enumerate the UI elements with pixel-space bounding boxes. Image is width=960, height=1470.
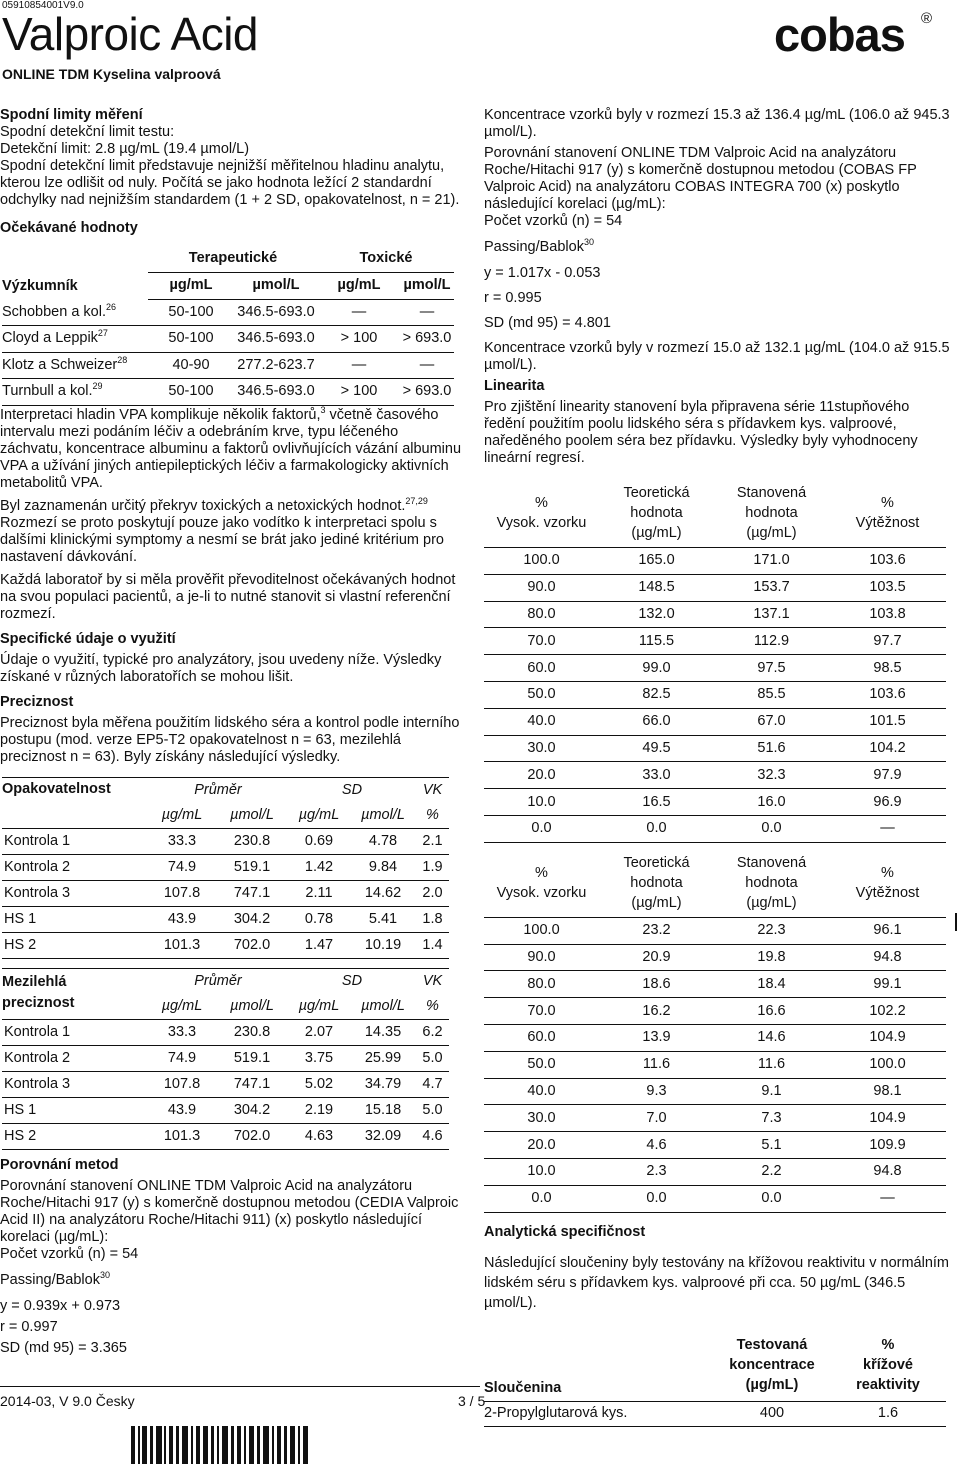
value-cell: 90.0 <box>484 574 599 601</box>
table-row <box>2 828 449 854</box>
method-sd: SD (md 95) = 3.365 <box>0 1339 127 1356</box>
unit-umol: µmol/L <box>216 803 288 829</box>
table-row <box>2 1071 449 1097</box>
table-row <box>484 601 946 628</box>
col-theoretical: Teoretická hodnota (µg/mL) <box>599 479 714 548</box>
col-sd: SD <box>288 777 416 803</box>
value-cell: 2.3 <box>599 1158 714 1185</box>
col-pct-sample: % Vysok. vzorku <box>484 849 599 918</box>
value-cell: 148.5 <box>599 574 714 601</box>
value-cell: 40-90 <box>148 352 234 379</box>
value-cell: 51.6 <box>714 735 829 762</box>
researcher-name: Schobben a kol.$^{26}$ <box>2 299 148 326</box>
value-cell: 16.5 <box>599 789 714 816</box>
value-cell: 82.5 <box>599 681 714 708</box>
range1-text: Koncentrace vzorků byly v rozmezí 15.3 až 136.4 µg/mL (106.0 až 945.3 µmol/L). <box>484 107 950 140</box>
table-row <box>484 789 946 816</box>
table-row <box>2 906 449 932</box>
value-cell: 1.4 <box>416 932 449 958</box>
col-researcher: Výzkumník <box>2 278 78 294</box>
table-row <box>2 1045 449 1071</box>
col-vk: VK <box>416 777 449 803</box>
value-cell: 99.0 <box>599 655 714 682</box>
value-cell: 2.11 <box>288 880 350 906</box>
value-cell: 94.8 <box>829 1158 946 1185</box>
unit-ug: µg/mL <box>148 994 216 1020</box>
value-cell: 18.4 <box>714 971 829 998</box>
value-cell: 101.3 <box>148 1123 216 1149</box>
col-theoretical: Teoretická hodnota (µg/mL) <box>599 849 714 918</box>
table-row <box>2 379 454 406</box>
value-cell: 1.8 <box>416 906 449 932</box>
method2-equation: y = 1.017x - 0.053 <box>484 265 601 281</box>
barcode-icon <box>131 1426 311 1464</box>
value-cell: 50.0 <box>484 1051 599 1078</box>
value-cell: 230.8 <box>216 1019 288 1045</box>
value-cell: — <box>829 815 946 842</box>
value-cell: 747.1 <box>216 1071 288 1097</box>
col-measured: Stanovená hodnota (µg/mL) <box>714 849 829 918</box>
precision-text: Preciznost byla měřena použitím lidského séra a kontrol podle interního postupu (mod. verze EP5-T2 opakovatelnost n = 63, mezilehlá preciznost n = 63). Byly získány následující výsledky. <box>0 714 460 765</box>
value-cell: 33.3 <box>148 828 216 854</box>
value-cell: 5.41 <box>350 906 416 932</box>
value-cell: 1.47 <box>288 932 350 958</box>
value-cell: 104.9 <box>829 1024 946 1051</box>
value-cell: 20.0 <box>484 762 599 789</box>
value-cell: 97.5 <box>714 655 829 682</box>
col-mean: Průměr <box>148 777 288 803</box>
table-row <box>484 708 946 735</box>
linearity-heading: Linearita <box>484 378 545 394</box>
value-cell: 9.3 <box>599 1078 714 1105</box>
unit-umol: µmol/L <box>400 273 454 300</box>
table-row <box>2 880 449 906</box>
value-cell: 2.0 <box>416 880 449 906</box>
value-cell: 34.79 <box>350 1071 416 1097</box>
col-sd: SD <box>288 968 416 994</box>
table-row <box>484 1132 946 1159</box>
specific-heading: Specifické údaje o využití <box>0 630 176 647</box>
table-row <box>2 299 454 326</box>
value-cell: 346.5-693.0 <box>234 379 318 406</box>
value-cell: 14.62 <box>350 880 416 906</box>
table-row <box>2 1019 449 1045</box>
value-cell: 66.0 <box>599 708 714 735</box>
method2-text: Porovnání stanovení ONLINE TDM Valproic Acid na analyzátoru Roche/Hitachi 917 (y) s komerčně dostupnou metodou (COBAS FP Valproic Acid) na analyzátoru COBAS INTEGRA 700 (x) poskytlo následující korelaci (µg/mL): <box>484 145 917 212</box>
value-cell: — <box>400 299 454 326</box>
value-cell: 98.5 <box>829 655 946 682</box>
limits-heading: Spodní limity měření <box>0 107 143 123</box>
table-row <box>484 1024 946 1051</box>
interp-para2: Byl zaznamenán určitý překryv toxických a netoxických hodnot.$^{27,29}$ Rozmezí se proto poskytují pouze jako vodítko k interpretaci spolu s dalšími klinickými symptomy a nesmí se brát jako jediné kritérium pro nastavení dávkování. <box>0 495 444 565</box>
limits-line2: Detekční limit: 2.8 µg/mL (19.4 µmol/L) <box>0 141 250 157</box>
value-cell: 67.0 <box>714 708 829 735</box>
col-measured: Stanovená hodnota (µg/mL) <box>714 479 829 548</box>
value-cell: 0.78 <box>288 906 350 932</box>
table-row <box>484 655 946 682</box>
footer-date: 2014-03, V 9.0 Česky <box>0 1393 135 1409</box>
unit-ug: µg/mL <box>288 994 350 1020</box>
table-row <box>484 574 946 601</box>
value-cell: 9.84 <box>350 854 416 880</box>
table-row <box>484 548 946 575</box>
value-cell: 107.8 <box>148 1071 216 1097</box>
value-cell: > 100 <box>318 379 400 406</box>
value-cell: 1.9 <box>416 854 449 880</box>
value-cell: 85.5 <box>714 681 829 708</box>
value-cell: 20.0 <box>484 1132 599 1159</box>
value-cell: 2.1 <box>416 828 449 854</box>
value-cell: 0.69 <box>288 828 350 854</box>
value-cell: 74.9 <box>148 854 216 880</box>
table-row <box>484 1185 946 1212</box>
value-cell: 5.0 <box>416 1097 449 1123</box>
value-cell: 20.9 <box>599 944 714 971</box>
method-heading: Porovnání metod <box>0 1156 119 1173</box>
unit-ug: µg/mL <box>148 803 216 829</box>
table-row <box>484 971 946 998</box>
method2-sd: SD (md 95) = 4.801 <box>484 315 611 331</box>
interp-para3: Každá laboratoř by si měla prověřit převoditelnost očekávaných hodnot na svou populaci pacientů, a je-li to nutné stanovit si vlastní referenční rozmezí. <box>0 571 456 622</box>
group-toxic: Toxické <box>318 245 454 273</box>
unit-umol: µmol/L <box>350 803 416 829</box>
value-cell: 70.0 <box>484 628 599 655</box>
value-cell: > 693.0 <box>400 326 454 353</box>
precision-heading: Preciznost <box>0 693 74 710</box>
value-cell: 702.0 <box>216 932 288 958</box>
table-row <box>2 1123 449 1149</box>
table-row <box>484 1105 946 1132</box>
unit-umol: µmol/L <box>234 273 318 300</box>
repeat-title: Opakovatelnost <box>2 777 148 828</box>
value-cell: 103.6 <box>829 681 946 708</box>
value-cell: 101.3 <box>148 932 216 958</box>
value-cell: 10.0 <box>484 789 599 816</box>
intermediate-precision-table <box>2 968 449 1150</box>
sample-name: HS 1 <box>2 906 148 932</box>
value-cell: — <box>400 352 454 379</box>
table-row <box>2 932 449 958</box>
sample-name: Kontrola 2 <box>2 1045 148 1071</box>
value-cell: 5.1 <box>714 1132 829 1159</box>
unit-pct: % <box>416 803 449 829</box>
value-cell: 9.1 <box>714 1078 829 1105</box>
sample-name: Kontrola 1 <box>2 828 148 854</box>
value-cell: — <box>318 299 400 326</box>
value-cell: 25.99 <box>350 1045 416 1071</box>
col-vk: VK <box>416 968 449 994</box>
value-cell: 103.6 <box>829 548 946 575</box>
left-column <box>0 107 462 1357</box>
value-cell: 277.2-623.7 <box>234 352 318 379</box>
value-cell: 100.0 <box>829 1051 946 1078</box>
value-cell: 4.63 <box>288 1123 350 1149</box>
value-cell: 0.0 <box>599 1185 714 1212</box>
unit-pct: % <box>416 994 449 1020</box>
specificity-text: Následující sloučeniny byly testovány na křížovou reaktivitu v normálním lidském séru s přídavkem kys. valproové při cca. 50 µg/mL (346.5 µmol/L). <box>484 1254 950 1311</box>
compound-reactivity: 1.6 <box>830 1401 946 1426</box>
range2-text: Koncentrace vzorků byly v rozmezí 15.0 až 132.1 µg/mL (104.0 až 915.5 µmol/L). <box>484 340 950 373</box>
table-row <box>484 628 946 655</box>
value-cell: 112.9 <box>714 628 829 655</box>
value-cell: 16.2 <box>599 998 714 1025</box>
value-cell: 4.6 <box>416 1123 449 1149</box>
value-cell: 33.0 <box>599 762 714 789</box>
value-cell: 4.7 <box>416 1071 449 1097</box>
value-cell: 137.1 <box>714 601 829 628</box>
value-cell: — <box>318 352 400 379</box>
value-cell: 40.0 <box>484 1078 599 1105</box>
table-row <box>484 1051 946 1078</box>
specificity-heading: Analytická specifičnost <box>484 1223 646 1240</box>
value-cell: 5.0 <box>416 1045 449 1071</box>
value-cell: 80.0 <box>484 601 599 628</box>
value-cell: 32.09 <box>350 1123 416 1149</box>
value-cell: 230.8 <box>216 828 288 854</box>
value-cell: 100.0 <box>484 548 599 575</box>
value-cell: 50-100 <box>148 326 234 353</box>
inter-title: Mezilehlá preciznost <box>2 968 148 1019</box>
value-cell: 80.0 <box>484 971 599 998</box>
value-cell: 702.0 <box>216 1123 288 1149</box>
value-cell: 10.19 <box>350 932 416 958</box>
unit-ug: µg/mL <box>318 273 400 300</box>
value-cell: — <box>829 1185 946 1212</box>
researcher-name: Turnbull a kol.$^{29}$ <box>2 379 148 406</box>
sample-name: HS 2 <box>2 932 148 958</box>
value-cell: 74.9 <box>148 1045 216 1071</box>
value-cell: 96.1 <box>829 917 946 944</box>
repeatability-table <box>2 777 449 959</box>
value-cell: 50.0 <box>484 681 599 708</box>
value-cell: 94.8 <box>829 944 946 971</box>
document-code: 05910854001V9.0 <box>2 0 84 11</box>
right-column <box>484 107 950 1427</box>
specific-text: Údaje o využití, typické pro analyzátory, jsou uvedeny níže. Výsledky získané v různých laboratořích se mohou lišit. <box>0 651 442 685</box>
value-cell: 15.18 <box>350 1097 416 1123</box>
value-cell: 10.0 <box>484 1158 599 1185</box>
value-cell: 43.9 <box>148 906 216 932</box>
value-cell: 2.07 <box>288 1019 350 1045</box>
value-cell: 115.5 <box>599 628 714 655</box>
col-recovery: % Výtěžnost <box>829 479 946 548</box>
value-cell: 97.7 <box>829 628 946 655</box>
unit-umol: µmol/L <box>216 994 288 1020</box>
compound-name: 2-Propylglutarová kys. <box>484 1401 714 1426</box>
value-cell: 14.35 <box>350 1019 416 1045</box>
value-cell: 2.19 <box>288 1097 350 1123</box>
value-cell: 13.9 <box>599 1024 714 1051</box>
value-cell: 18.6 <box>599 971 714 998</box>
table-row <box>2 1097 449 1123</box>
footer-divider <box>0 1386 480 1387</box>
table-row <box>484 735 946 762</box>
value-cell: 14.6 <box>714 1024 829 1051</box>
value-cell: 0.0 <box>484 1185 599 1212</box>
value-cell: 23.2 <box>599 917 714 944</box>
value-cell: 3.75 <box>288 1045 350 1071</box>
limits-desc: Spodní detekční limit představuje nejnižší měřitelnou hladinu analytu, kterou lze odlišit od nuly. Počítá se jako hodnota ležící 2 standardní odchylky nad nejnižším standardem (1 + 2 SD, opakovatelnost, n = 21). <box>0 158 460 208</box>
value-cell: 6.2 <box>416 1019 449 1045</box>
group-therapeutic: Terapeutické <box>148 245 318 273</box>
sample-name: Kontrola 1 <box>2 1019 148 1045</box>
table-row <box>484 762 946 789</box>
value-cell: 171.0 <box>714 548 829 575</box>
table-row <box>484 1158 946 1185</box>
method2-passing-bablok: Passing/Bablok$^{30}$ <box>484 237 594 255</box>
sample-name: Kontrola 3 <box>2 1071 148 1097</box>
value-cell: 100.0 <box>484 917 599 944</box>
value-cell: 0.0 <box>714 815 829 842</box>
method-text: Porovnání stanovení ONLINE TDM Valproic Acid na analyzátoru Roche/Hitachi 917 (y) s komerčně dostupnou metodou (CEDIA Valproic Acid II) na analyzátoru Roche/Hitachi 911) (x) poskytlo následující korelaci (µg/mL): <box>0 1177 459 1245</box>
compound-conc: 400 <box>714 1401 830 1426</box>
researcher-name: Cloyd a Leppik$^{27}$ <box>2 326 148 353</box>
value-cell: 102.2 <box>829 998 946 1025</box>
value-cell: 4.78 <box>350 828 416 854</box>
sample-name: Kontrola 3 <box>2 880 148 906</box>
registered-mark: ® <box>921 10 933 27</box>
value-cell: 90.0 <box>484 944 599 971</box>
value-cell: 0.0 <box>599 815 714 842</box>
value-cell: 99.1 <box>829 971 946 998</box>
table-row <box>2 352 454 379</box>
value-cell: 22.3 <box>714 917 829 944</box>
value-cell: 16.6 <box>714 998 829 1025</box>
value-cell: 109.9 <box>829 1132 946 1159</box>
limits-line1: Spodní detekční limit testu: <box>0 124 175 140</box>
col-cross-reactivity: % křížové reaktivity <box>830 1329 946 1402</box>
value-cell: 50-100 <box>148 299 234 326</box>
value-cell: 19.8 <box>714 944 829 971</box>
col-recovery: % Výtěžnost <box>829 849 946 918</box>
table-row <box>2 854 449 880</box>
value-cell: 519.1 <box>216 1045 288 1071</box>
table-row <box>484 944 946 971</box>
expected-heading: Očekávané hodnoty <box>0 220 138 236</box>
value-cell: 346.5-693.0 <box>234 326 318 353</box>
edge-mark <box>955 913 957 931</box>
value-cell: 0.0 <box>714 1185 829 1212</box>
col-mean: Průměr <box>148 968 288 994</box>
unit-ug: µg/mL <box>288 803 350 829</box>
value-cell: 32.3 <box>714 762 829 789</box>
table-row <box>484 998 946 1025</box>
col-test-conc: Testovaná koncentrace (µg/mL) <box>714 1329 830 1402</box>
value-cell: 96.9 <box>829 789 946 816</box>
value-cell: 104.2 <box>829 735 946 762</box>
method2-r: r = 0.995 <box>484 290 542 306</box>
interp-para1: Interpretaci hladin VPA komplikuje několik faktorů,$^3$ včetně časového intervalu mezi podáním léčiv a odebráním krve, typu léčeného záchvatu, koncentrace albuminu a faktorů ovlivňujících vázání albuminu VPA a užívání jiných antiepileptických léčiv a farmakologicky aktivních metabolitů VPA. <box>0 404 462 491</box>
researcher-name: Klotz a Schweizer$^{28}$ <box>2 352 148 379</box>
table-row <box>484 1078 946 1105</box>
value-cell: 2.2 <box>714 1158 829 1185</box>
value-cell: 97.9 <box>829 762 946 789</box>
value-cell: 33.3 <box>148 1019 216 1045</box>
value-cell: 43.9 <box>148 1097 216 1123</box>
value-cell: 103.8 <box>829 601 946 628</box>
value-cell: 98.1 <box>829 1078 946 1105</box>
value-cell: 4.6 <box>599 1132 714 1159</box>
method-r: r = 0.997 <box>0 1318 58 1335</box>
value-cell: 30.0 <box>484 735 599 762</box>
value-cell: 30.0 <box>484 1105 599 1132</box>
value-cell: 16.0 <box>714 789 829 816</box>
expected-values-table <box>2 245 454 406</box>
unit-ug: µg/mL <box>148 273 234 300</box>
value-cell: 107.8 <box>148 880 216 906</box>
page-title: Valproic Acid <box>2 8 259 60</box>
table-row <box>484 681 946 708</box>
method-n: Počet vzorků (n) = 54 <box>0 1245 139 1262</box>
value-cell: 165.0 <box>599 548 714 575</box>
value-cell: 49.5 <box>599 735 714 762</box>
sample-name: HS 2 <box>2 1123 148 1149</box>
value-cell: 60.0 <box>484 1024 599 1051</box>
value-cell: 5.02 <box>288 1071 350 1097</box>
value-cell: > 693.0 <box>400 379 454 406</box>
value-cell: 101.5 <box>829 708 946 735</box>
linearity-table-2 <box>484 849 946 1213</box>
table-row <box>2 326 454 353</box>
value-cell: 70.0 <box>484 998 599 1025</box>
sample-name: HS 1 <box>2 1097 148 1123</box>
value-cell: 7.0 <box>599 1105 714 1132</box>
col-pct-sample: % Vysok. vzorku <box>484 479 599 548</box>
method2-n: Počet vzorků (n) = 54 <box>484 213 623 229</box>
value-cell: 7.3 <box>714 1105 829 1132</box>
cobas-logo: cobas <box>774 8 905 61</box>
value-cell: 153.7 <box>714 574 829 601</box>
value-cell: 304.2 <box>216 906 288 932</box>
method-passing-bablok: Passing/Bablok$^{30}$ <box>0 1269 110 1288</box>
linearity-text: Pro zjištění linearity stanovení byla připravena série 11stupňového ředění použitím poolu lidského séra s přídavkem kys. valproové, naředěného poolem séra bez přídavku. Výsledky byly vyhodnoceny lineární regresí. <box>484 399 918 466</box>
linearity-table-1 <box>484 479 946 843</box>
table-row <box>484 815 946 842</box>
value-cell: 132.0 <box>599 601 714 628</box>
value-cell: 11.6 <box>714 1051 829 1078</box>
value-cell: 1.42 <box>288 854 350 880</box>
value-cell: 104.9 <box>829 1105 946 1132</box>
value-cell: 40.0 <box>484 708 599 735</box>
value-cell: 11.6 <box>599 1051 714 1078</box>
unit-umol: µmol/L <box>350 994 416 1020</box>
value-cell: > 100 <box>318 326 400 353</box>
value-cell: 50-100 <box>148 379 234 406</box>
table-row <box>484 917 946 944</box>
value-cell: 60.0 <box>484 655 599 682</box>
cross-reactivity-table <box>484 1329 946 1427</box>
value-cell: 346.5-693.0 <box>234 299 318 326</box>
value-cell: 304.2 <box>216 1097 288 1123</box>
page-number: 3 / 5 <box>458 1393 486 1409</box>
value-cell: 0.0 <box>484 815 599 842</box>
page-subtitle: ONLINE TDM Kyselina valproová <box>2 66 221 82</box>
value-cell: 103.5 <box>829 574 946 601</box>
sample-name: Kontrola 2 <box>2 854 148 880</box>
method-equation: y = 0.939x + 0.973 <box>0 1297 121 1314</box>
value-cell: 747.1 <box>216 880 288 906</box>
value-cell: 519.1 <box>216 854 288 880</box>
col-compound: Sloučenina <box>484 1329 714 1402</box>
